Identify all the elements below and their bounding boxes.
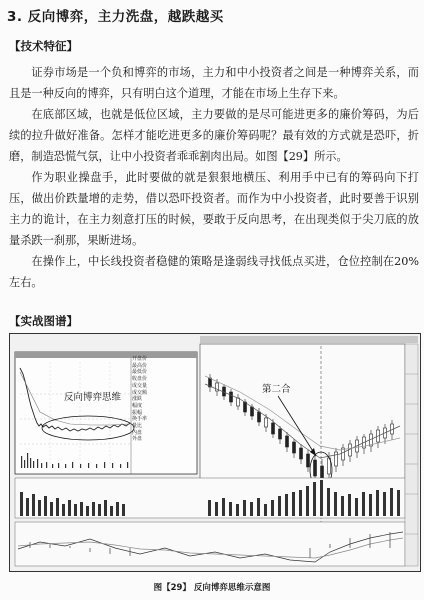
paragraph-1: 证券市场是一个负和博弈的市场，主力和中小投资者之间是一种博弈关系，而且是一种反向的博弈，只有明白这个道理，才能在市场上生存下来。 bbox=[9, 66, 419, 100]
info-label: 成交量 bbox=[132, 382, 148, 389]
info-label: 成交额 bbox=[132, 389, 148, 396]
body-text-block bbox=[9, 62, 419, 293]
info-label: 振幅 bbox=[132, 409, 143, 416]
section-header-technical-features: 【技术特征】 bbox=[9, 39, 78, 53]
info-label: 量比 bbox=[132, 423, 143, 430]
info-label: 内盘 bbox=[132, 429, 143, 436]
figure-label-reverse-thinking: 反向博弈思维 bbox=[64, 392, 122, 403]
info-label: 涨跌 bbox=[132, 396, 143, 403]
paragraph-4: 在操作上，中长线投资者稳健的策略是逢弱线寻找低点买进，仓位控制在20%左右。 bbox=[9, 255, 419, 289]
info-label: 最低价 bbox=[132, 369, 148, 376]
section-header-chart-examples: 【实战图谱】 bbox=[9, 314, 78, 328]
info-label: 收盘价 bbox=[132, 376, 148, 383]
chart-figure bbox=[9, 333, 421, 572]
quote-info-panel bbox=[132, 356, 194, 474]
chart-illustration bbox=[10, 334, 420, 571]
info-label: 最高价 bbox=[132, 362, 148, 369]
paragraph-2: 在底部区域，也就是低位区域，主力要做的是尽可能进更多的廉价筹码，为后续的拉升做好准备。怎样才能吃进更多的廉价筹码呢？最有效的方式就是恐吓，折磨，制造恐慌气氛，让中小投资者乖乖割肉出局。如图【29】所示。 bbox=[9, 108, 419, 163]
info-label: 幅度 bbox=[132, 402, 143, 409]
paragraph-3: 作为职业操盘手，此时要做的就是狠狠地横压、利用手中已有的筹码向下打压，做出价跌量增的走势，借以恐吓投资者。而作为中小投资者，此时要善于识别主力的诡计，在主力刻意打压的时候，要敢于反向思考，在出现类似于尖刀底的放量杀跌一刹那，果断进场。 bbox=[9, 171, 419, 247]
figure-caption: 图【29】 反向博弈思维示意图 bbox=[153, 583, 271, 593]
info-label: 外盘 bbox=[132, 436, 143, 443]
info-label: 换手率 bbox=[132, 416, 148, 423]
info-label: 开盘价 bbox=[132, 356, 148, 362]
page-title: 3. 反向博弈，主力洗盘，越跌越买 bbox=[7, 9, 224, 25]
figure-label-second-merge: 第二合 bbox=[262, 384, 291, 395]
